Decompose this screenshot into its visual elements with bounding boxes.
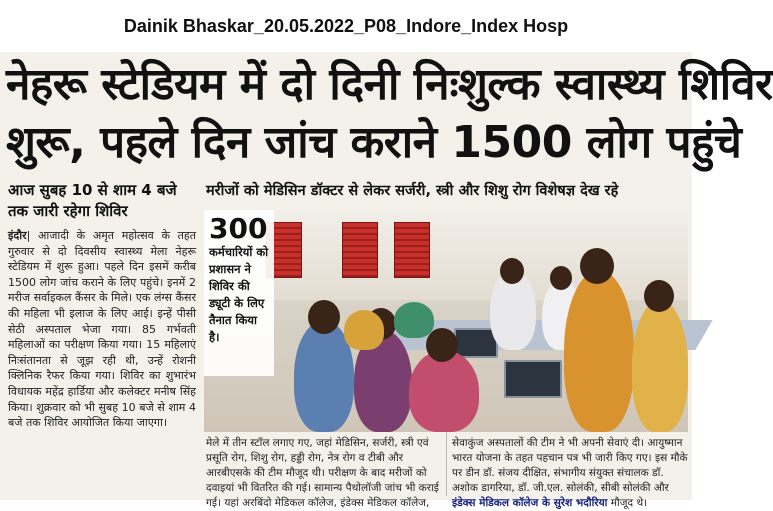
subheading-left: आज सुबह 10 से शाम 4 बजे तक जारी रहेगा शिविर [8, 181, 177, 220]
photo-head [550, 266, 572, 290]
photo-shutter [394, 222, 430, 278]
image-caption: Dainik Bhaskar_20.05.2022_P08_Indore_Index Hosp [123, 15, 569, 36]
article-text-right-tail: मौजूद थे। [610, 497, 648, 509]
article-body-left [8, 228, 196, 496]
photo-head [580, 248, 614, 284]
photo-person [632, 300, 688, 432]
highlighted-text: इंडेक्स मेडिकल कॉलेज के सुरेश भदौरिया [452, 497, 608, 509]
photo-overlay-box [204, 210, 274, 376]
article-text-left: | आजादी के अमृत महोत्सव के तहत गुरुवार से दो दिवसीय स्वास्थ्य मेला नेहरू स्टेडियम में शुरू हुआ। पहले दिन इसमें करीब 1500 लोग जांच कराने के लिए पहुंचे। इनमें 2 मरीज सर्वाइकल कैंसर के मिले। एक लंग्स कैंसर की महिला भी इलाज के लिए आई। इन्हें पीसी सेठी अस्पताल भेजा गया। 85 गर्भवती महिलाओं का परीक्षण किया गया। 15 महिलाएं निःसंतानता से जूझ रही थी, उन्हें रोशनी क्लिनिक रैफर किया गया। शिविर का शुभारंभ विधायक महेंद्र हार्डिया और कलेक्टर मनीष सिंह किया। शुक्रवार को भी सुबह 10 बजे से शाम 4 बजे तक शिविर आयोजित किया जाएगा। [8, 229, 196, 430]
photo-shutter [342, 222, 378, 278]
photo-head [426, 328, 458, 362]
subheading-right: मरीजों को मेडिसिन डॉक्टर से लेकर सर्जरी, स्त्री और शिशु रोग विशेषज्ञ देख रहे [206, 183, 619, 199]
dateline: इंदौर [8, 229, 27, 242]
article-body-right [452, 436, 688, 509]
headline-line-2: शुरू, पहले दिन जांच कराने 1500 लोग पहुंचे [6, 117, 742, 168]
photo-head [308, 300, 340, 334]
photo-person [394, 302, 434, 338]
article-body-middle: मेले में तीन स्टॉल लगाए गए, जहां मेडिसिन, सर्जरी, स्त्री एवं प्रसूति रोग, शिशु रोग, हड्डी रोग, नेत्र रोग व टीबी और आरबीएसके की टीम मौजूद थी। परीक्षण के बाद मरीजों को दवाइयां भी वितरित की गई। सामान्य पैथोलॉजी जांच भी कराई गई। यहां अरबिंदो मेडिकल कॉलेज, इंडेक्स मेडिकल कॉलेज, [206, 437, 439, 509]
photo-laptop [504, 360, 562, 398]
headline-line-1: नेहरू स्टेडियम में दो दिनी निःशुल्क स्वास्थ्य शिविर [6, 59, 773, 110]
overlay-text: कर्मचारियों को प्रशासन ने शिविर की ड्यूटी के लिए तैनात किया है। [209, 245, 269, 344]
column-divider [446, 432, 447, 496]
article-text-right: सेवाकुंज अस्पतालों की टीम ने भी अपनी सेवाएं दी। आयुष्मान भारत योजना के तहत पहचान पत्र भी जारी किए गए। इस मौके पर डीन डॉ. संजय दीक्षित, संभागीय संयुक्त संचालक डॉ. अशोक डागरिया, डॉ. जी.एल. सोलंकी, सीबी सोलंकी और [452, 437, 688, 494]
photo-person [564, 270, 634, 432]
newspaper-clipping [0, 52, 773, 509]
photo-person [409, 350, 479, 432]
photo-head [644, 280, 674, 312]
photo-head [500, 258, 524, 284]
overlay-number: 300 [209, 212, 268, 245]
photo-person [344, 310, 384, 350]
camp-photo [204, 210, 688, 432]
